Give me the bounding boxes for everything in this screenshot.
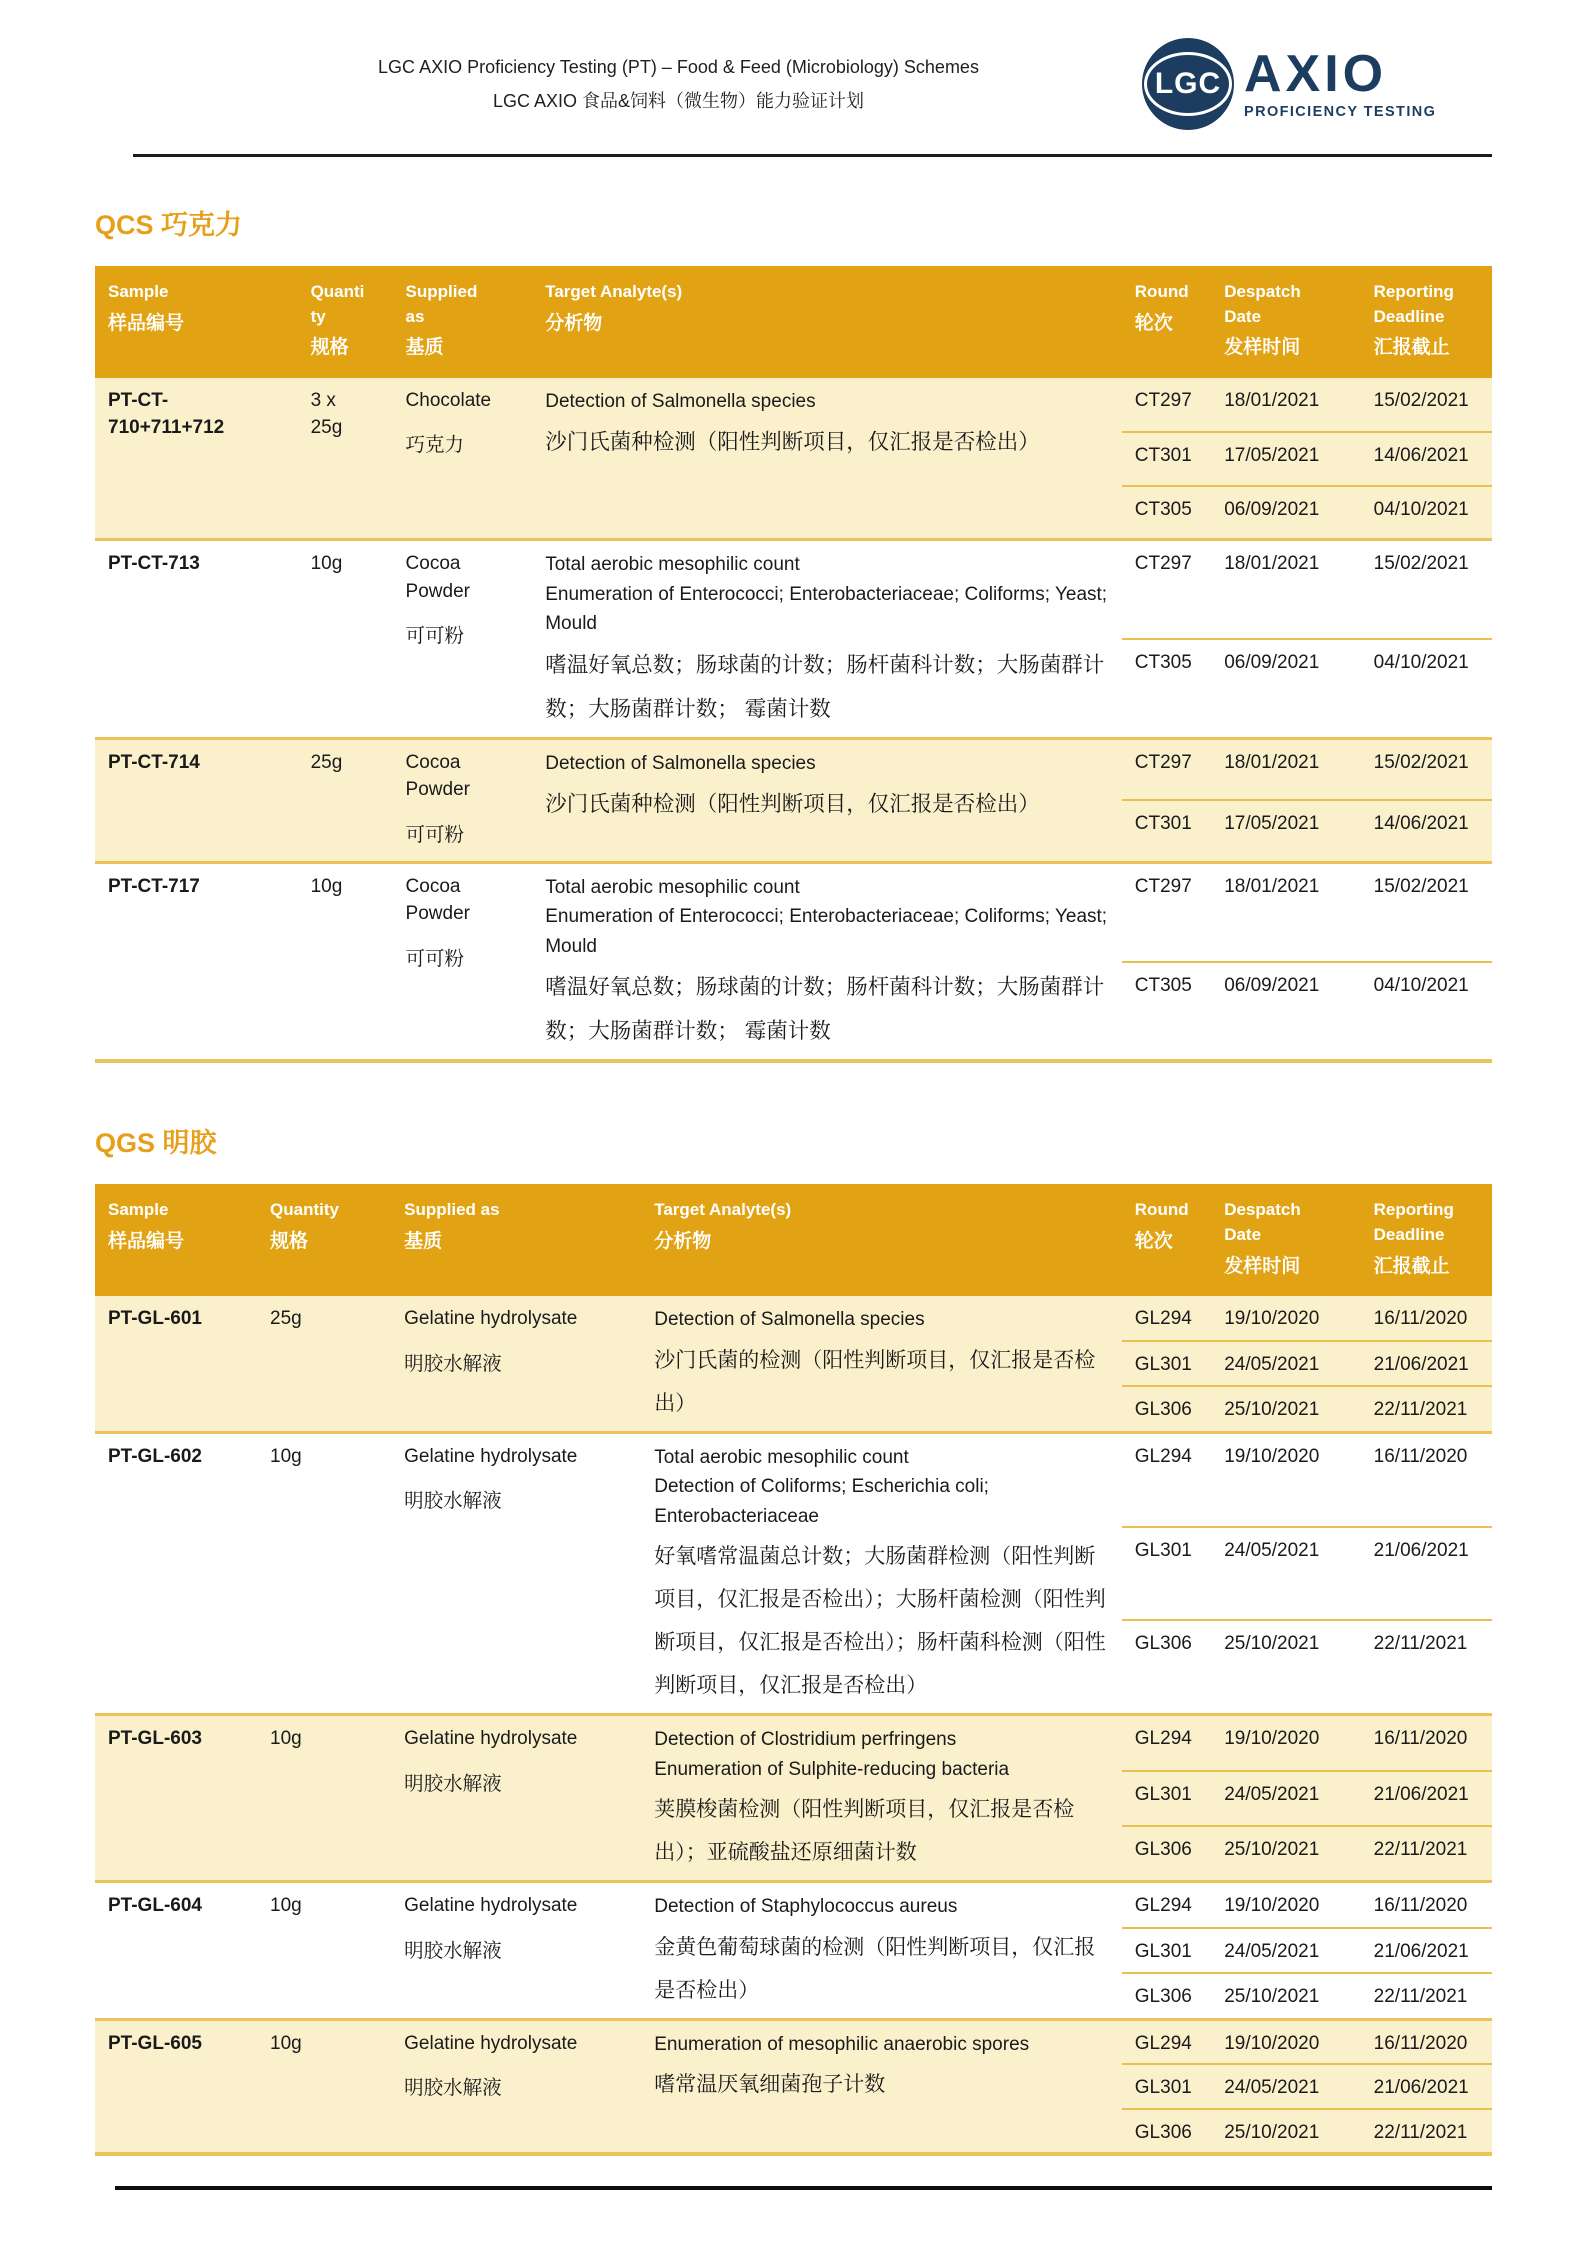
- sample-group-pt-gl-603: [95, 1715, 1492, 1882]
- column-header-quantity: Quantity 规格: [298, 266, 393, 378]
- reporting-deadline: 21/06/2021: [1361, 1527, 1492, 1620]
- sample-group-pt-ct-710+711+712: [95, 378, 1492, 540]
- header-title-en: LGC AXIO Proficiency Testing (PT) – Food & Feed (Microbiology) Schemes: [378, 56, 979, 77]
- round-code: GL301: [1122, 1527, 1211, 1620]
- reporting-deadline: 04/10/2021: [1361, 639, 1492, 738]
- supplied-as: Cocoa Powder 可可粉: [405, 875, 470, 970]
- despatch-date: 24/05/2021: [1211, 1527, 1360, 1620]
- header-title-zh: LGC AXIO 食品&饲料（微生物）能力验证计划: [492, 91, 865, 111]
- sample-id: PT-GL-603: [95, 1715, 257, 1882]
- column-header-reporting-deadline: Reporting Deadline 汇报截止: [1361, 266, 1492, 378]
- supplied-as: Gelatine hydrolysate 明胶水解液: [391, 1296, 641, 1432]
- lgc-circle-icon: [1142, 38, 1234, 130]
- quantity: 3 x 25g: [298, 378, 393, 540]
- reporting-deadline: 15/02/2021: [1361, 378, 1492, 432]
- despatch-date: 24/05/2021: [1211, 1771, 1360, 1826]
- round-row: [95, 378, 1492, 432]
- qgs-gelatine-table: [95, 1184, 1492, 2156]
- round-code: GL294: [1122, 1715, 1211, 1771]
- despatch-date: 19/10/2020: [1211, 1296, 1360, 1340]
- section-title-qcs: QCS 巧克力: [95, 210, 243, 240]
- reporting-deadline: 21/06/2021: [1361, 2064, 1492, 2109]
- header-titles: [95, 50, 1112, 118]
- sample-id: PT-CT-710+711+712: [95, 378, 298, 540]
- round-code: GL294: [1134, 1895, 1192, 1917]
- round-row: [95, 862, 1492, 961]
- despatch-date: 17/05/2021: [1211, 800, 1360, 862]
- despatch-date: 06/09/2021: [1211, 962, 1360, 1061]
- reporting-deadline: 22/11/2021: [1361, 2109, 1492, 2155]
- despatch-date: 25/10/2021: [1211, 1620, 1360, 1715]
- sample-group-pt-ct-713: [95, 540, 1492, 738]
- sample-id: PT-CT-717: [108, 875, 200, 897]
- sample-group-pt-gl-602: [95, 1432, 1492, 1715]
- target-analytes: Detection of Salmonella species 沙门氏菌种检测（阳性判断项目，仅汇报是否检出）: [532, 738, 1122, 862]
- reporting-deadline: 16/11/2020: [1373, 1895, 1468, 1917]
- quantity: 25g: [298, 738, 393, 862]
- reporting-deadline: 22/11/2021: [1361, 1826, 1492, 1882]
- column-header-sample: Sample 样品编号: [95, 266, 298, 378]
- round-code: GL301: [1122, 2064, 1211, 2109]
- despatch-date: 18/01/2021: [1224, 553, 1320, 575]
- round-code: GL306: [1122, 2109, 1211, 2155]
- target-analytes: Total aerobic mesophilic count Enumeration of Enterococci; Enterobacteriaceae; Coliforms; Yeast; Mould 嗜温好氧总数；肠球菌的计数；肠杆菌科计数；大肠菌群计数；大肠菌群计数； 霉菌计数: [545, 554, 1108, 721]
- round-row: [95, 1882, 1492, 1928]
- supplied-as: Cocoa Powder 可可粉: [393, 738, 533, 862]
- reporting-deadline: 22/11/2021: [1361, 1386, 1492, 1432]
- quantity: 10g: [257, 2019, 391, 2154]
- column-header-target-analytes: Target Analyte(s) 分析物: [532, 266, 1122, 378]
- round-code: GL306: [1122, 1620, 1211, 1715]
- reporting-deadline: 14/06/2021: [1361, 800, 1492, 862]
- round-code: CT297: [1122, 738, 1211, 800]
- target-analytes: Detection of Salmonella species 沙门氏菌种检测（阳性判断项目，仅汇报是否检出）: [532, 378, 1122, 540]
- round-code: CT297: [1134, 553, 1192, 575]
- despatch-date: 19/10/2020: [1211, 1715, 1360, 1771]
- round-code: CT305: [1122, 486, 1211, 540]
- reporting-deadline: 21/06/2021: [1361, 1341, 1492, 1387]
- supplied-as: Gelatine hydrolysate 明胶水解液: [391, 2019, 641, 2154]
- quantity: 10g: [257, 1715, 391, 1882]
- reporting-deadline: 15/02/2021: [1373, 553, 1469, 575]
- target-analytes: Total aerobic mesophilic count Detection of Coliforms; Escherichia coli; Enterobacteriaceae 好氧嗜常温菌总计数；大肠菌群检测（阳性判断项目，仅汇报是否检出）；大肠杆菌检测（阳性判断项目，仅汇报是否检出）；肠杆菌科检测（阳性判断项目，仅汇报是否检出）: [654, 1446, 1106, 1698]
- footer-divider: [115, 2186, 1492, 2190]
- logo-wordmark: [1244, 45, 1437, 120]
- round-code: GL301: [1122, 1341, 1211, 1387]
- round-code: CT297: [1122, 378, 1211, 432]
- round-code: GL306: [1122, 1826, 1211, 1882]
- despatch-date: 25/10/2021: [1211, 1826, 1360, 1882]
- column-header-despatch-date: Despatch Date 发样时间: [1211, 266, 1360, 378]
- column-header-supplied-as: Supplied as 基质: [391, 1184, 641, 1296]
- supplied-as: Cocoa Powder 可可粉: [405, 553, 470, 648]
- column-header-reporting-deadline: Reporting Deadline 汇报截止: [1361, 1184, 1492, 1296]
- despatch-date: 25/10/2021: [1211, 2109, 1360, 2155]
- despatch-date: 19/10/2020: [1211, 2019, 1360, 2064]
- round-code: GL301: [1122, 1928, 1211, 1974]
- despatch-date: 18/01/2021: [1211, 738, 1360, 800]
- sample-id: PT-GL-602: [108, 1445, 202, 1467]
- lgc-logo-text: LGC: [1144, 52, 1232, 116]
- sample-id: PT-CT-713: [108, 553, 200, 575]
- sample-id: PT-GL-605: [95, 2019, 257, 2154]
- table-header: [95, 266, 1492, 378]
- target-analytes: Enumeration of mesophilic anaerobic spores 嗜常温厌氧细菌孢子计数: [641, 2019, 1122, 2154]
- document-header: [95, 38, 1492, 130]
- despatch-date: 24/05/2021: [1211, 1928, 1360, 1974]
- qcs-chocolate-table: [95, 266, 1492, 1063]
- despatch-date: 19/10/2020: [1224, 1895, 1320, 1917]
- target-analytes: Detection of Salmonella species 沙门氏菌的检测（阳性判断项目，仅汇报是否检出）: [641, 1296, 1122, 1432]
- despatch-date: 06/09/2021: [1211, 486, 1360, 540]
- despatch-date: 19/10/2020: [1224, 1445, 1320, 1467]
- sample-id: PT-GL-604: [108, 1895, 202, 1917]
- sample-id: PT-GL-601: [95, 1296, 257, 1432]
- supplied-as: Gelatine hydrolysate 明胶水解液: [391, 1715, 641, 1882]
- target-analytes: Detection of Staphylococcus aureus 金黄色葡萄球菌的检测（阳性判断项目，仅汇报是否检出）: [654, 1896, 1096, 2002]
- sample-group-pt-gl-604: [95, 1882, 1492, 2020]
- round-code: GL301: [1122, 1771, 1211, 1826]
- despatch-date: 18/01/2021: [1211, 378, 1360, 432]
- reporting-deadline: 16/11/2020: [1373, 1445, 1468, 1467]
- column-header-despatch-date: Despatch Date 发样时间: [1211, 1184, 1360, 1296]
- round-code: CT297: [1134, 875, 1192, 897]
- reporting-deadline: 21/06/2021: [1361, 1928, 1492, 1974]
- round-code: GL294: [1122, 2019, 1211, 2064]
- sample-group-pt-ct-714: [95, 738, 1492, 862]
- round-code: CT301: [1122, 432, 1211, 486]
- round-code: GL306: [1122, 1386, 1211, 1432]
- reporting-deadline: 14/06/2021: [1361, 432, 1492, 486]
- target-analytes: Detection of Clostridium perfringens Enumeration of Sulphite-reducing bacteria 荚膜梭菌检测（阳性判断项目，仅汇报是否检出）；亚硫酸盐还原细菌计数: [641, 1715, 1122, 1882]
- round-row: [95, 1432, 1492, 1527]
- reporting-deadline: 21/06/2021: [1361, 1771, 1492, 1826]
- column-header-target-analytes: Target Analyte(s) 分析物: [641, 1184, 1122, 1296]
- sample-group-pt-ct-717: [95, 862, 1492, 1061]
- quantity: 10g: [270, 1445, 302, 1467]
- reporting-deadline: 04/10/2021: [1361, 486, 1492, 540]
- reporting-deadline: 15/02/2021: [1361, 738, 1492, 800]
- target-analytes: Total aerobic mesophilic count Enumeration of Enterococci; Enterobacteriaceae; Coliforms; Yeast; Mould 嗜温好氧总数；肠球菌的计数；肠杆菌科计数；大肠菌群计数；大肠菌群计数； 霉菌计数: [545, 876, 1108, 1044]
- column-header-quantity: Quantity 规格: [257, 1184, 391, 1296]
- reporting-deadline: 16/11/2020: [1361, 1715, 1492, 1771]
- quantity: 25g: [257, 1296, 391, 1432]
- reporting-deadline: 04/10/2021: [1361, 962, 1492, 1061]
- column-header-round: Round 轮次: [1122, 266, 1211, 378]
- column-header-round: Round 轮次: [1122, 1184, 1211, 1296]
- round-code: GL294: [1134, 1445, 1192, 1467]
- despatch-date: 24/05/2021: [1211, 2064, 1360, 2109]
- round-code: GL306: [1122, 1973, 1211, 2019]
- reporting-deadline: 22/11/2021: [1361, 1620, 1492, 1715]
- round-code: CT301: [1122, 800, 1211, 862]
- section-title-qgs: QGS 明胶: [95, 1128, 217, 1159]
- round-code: GL294: [1122, 1296, 1211, 1340]
- supplied-as: Gelatine hydrolysate 明胶水解液: [404, 1895, 578, 1962]
- round-row: [95, 1296, 1492, 1340]
- despatch-date: 24/05/2021: [1211, 1341, 1360, 1387]
- table-header: [95, 1184, 1492, 1296]
- supplied-as: Gelatine hydrolysate 明胶水解液: [404, 1445, 578, 1513]
- despatch-date: 18/01/2021: [1224, 875, 1320, 897]
- round-code: CT305: [1122, 639, 1211, 738]
- reporting-deadline: 22/11/2021: [1361, 1973, 1492, 2019]
- round-row: [95, 738, 1492, 800]
- axio-wordmark: AXIO: [1244, 45, 1388, 103]
- despatch-date: 17/05/2021: [1211, 432, 1360, 486]
- round-row: [95, 1715, 1492, 1771]
- quantity: 10g: [310, 553, 343, 575]
- despatch-date: 25/10/2021: [1211, 1973, 1360, 2019]
- header-divider: [133, 154, 1492, 157]
- logo-tagline: PROFICIENCY TESTING: [1244, 104, 1437, 120]
- lgc-axio-logo: [1142, 38, 1492, 130]
- reporting-deadline: 16/11/2020: [1361, 2019, 1492, 2064]
- reporting-deadline: 16/11/2020: [1361, 1296, 1492, 1340]
- sample-group-pt-gl-605: [95, 2019, 1492, 2154]
- round-row: [95, 2019, 1492, 2064]
- sample-group-pt-gl-601: [95, 1296, 1492, 1432]
- quantity: 10g: [270, 1895, 302, 1917]
- round-code: CT305: [1122, 962, 1211, 1061]
- column-header-sample: Sample 样品编号: [95, 1184, 257, 1296]
- reporting-deadline: 15/02/2021: [1373, 875, 1469, 897]
- despatch-date: 25/10/2021: [1211, 1386, 1360, 1432]
- quantity: 10g: [310, 875, 343, 897]
- despatch-date: 06/09/2021: [1211, 639, 1360, 738]
- round-row: [95, 540, 1492, 639]
- column-header-supplied-as: Supplied as 基质: [393, 266, 533, 378]
- supplied-as: Chocolate 巧克力: [393, 378, 533, 540]
- sample-id: PT-CT-714: [95, 738, 298, 862]
